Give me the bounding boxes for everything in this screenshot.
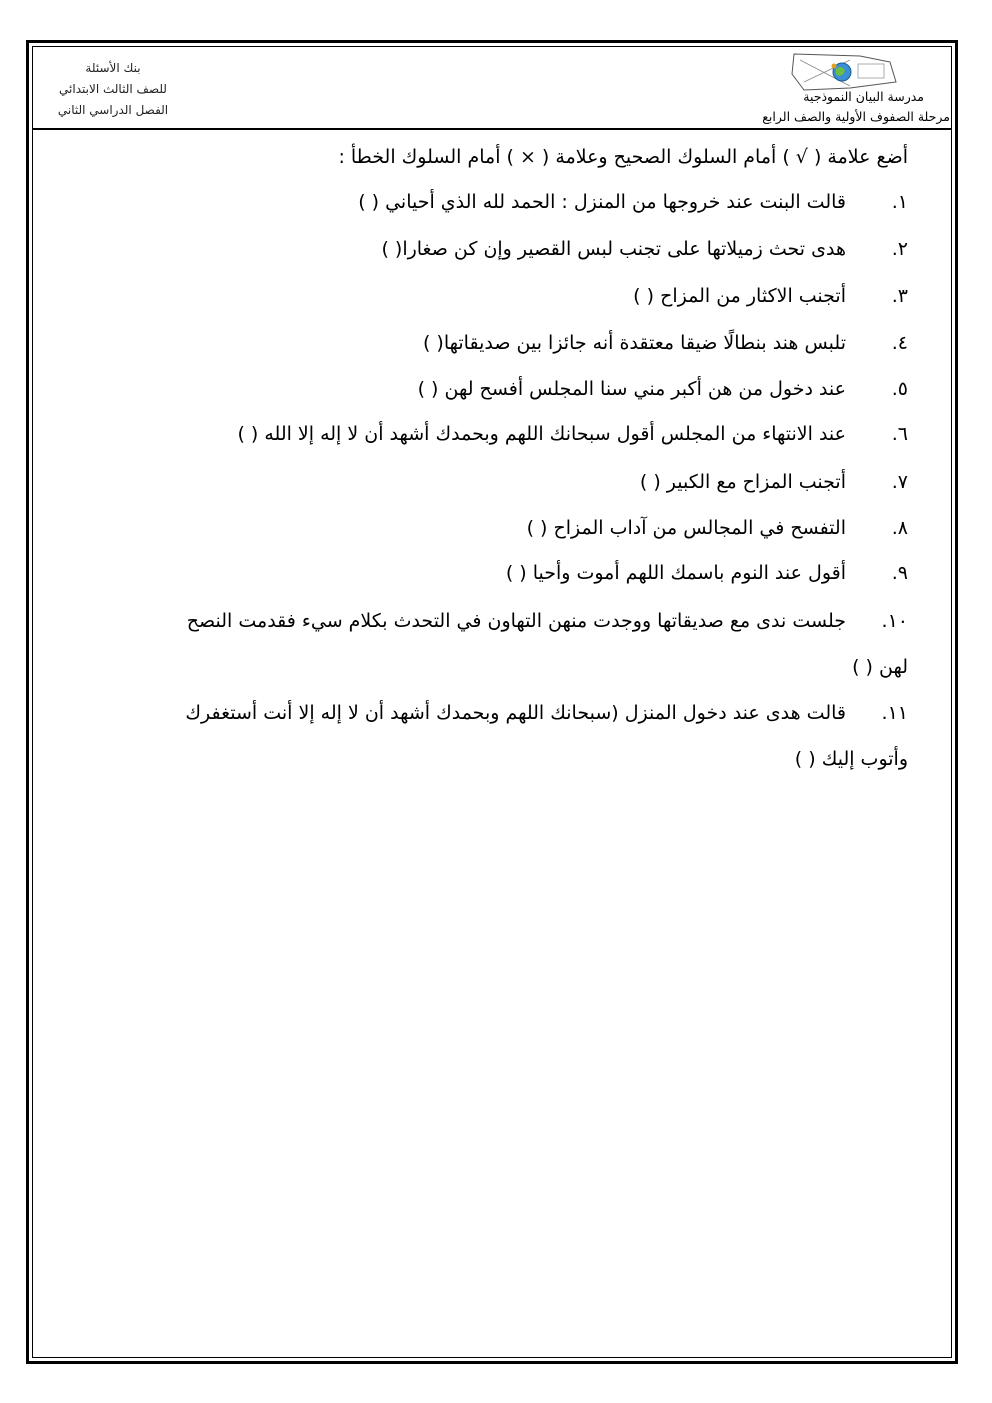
question-item (423, 320, 908, 366)
bank-grade: للصف الثالث الابتدائي (59, 82, 167, 96)
question-text: أتجنب الاكثار من المزاح ( ) (633, 285, 846, 307)
question-text: قالت هدى عند دخول المنزل (سبحانك اللهم وبحمدك أشهد أن لا إله إلا أنت أستغفرك (185, 702, 846, 724)
question-continuation: وأتوب إليك ( ) (794, 748, 908, 770)
question-number: ٥. (891, 378, 908, 400)
question-text: عند الانتهاء من المجلس أقول سبحانك اللهم وبحمدك أشهد أن لا إله إلا الله ( ) (237, 423, 846, 445)
question-number: ٢. (891, 238, 908, 260)
question-bank-label (48, 58, 178, 121)
question-number: ٨. (891, 517, 908, 539)
question-number: ٤. (891, 332, 908, 354)
question-item (358, 179, 908, 225)
header-divider (32, 128, 952, 130)
question-text: قالت البنت عند خروجها من المنزل : الحمد لله الذي أحياني ( ) (358, 191, 846, 213)
question-item (132, 690, 908, 736)
question-text: تلبس هند بنطالًا ضيقا معتقدة أنه جائزا بين صديقاتها( ) (422, 332, 846, 354)
question-number: ١. (891, 191, 908, 213)
question-item (418, 366, 908, 412)
school-stage: مرحلة الصفوف الأولية والصف الرابع (762, 109, 950, 124)
question-number: ٩. (891, 562, 908, 584)
question-item (506, 550, 908, 596)
question-text: أقول عند النوم باسمك اللهم أموت وأحيا ( ) (505, 562, 846, 584)
question-item (237, 411, 908, 457)
school-name: مدرسة البيان النموذجية (803, 89, 924, 104)
school-logo-icon (790, 52, 900, 92)
question-number: ٦. (891, 423, 908, 445)
question-text: التفسح في المجالس من آداب المزاح ( ) (526, 517, 846, 539)
instruction-text: أضع علامة ( √ ) أمام السلوك الصحيح وعلامة ( × ) أمام السلوك الخطأ : (338, 146, 908, 168)
question-number: ١٠. (881, 610, 908, 632)
question-text: جلست ندى مع صديقاتها ووجدت منهن التهاون في التحدث بكلام سيء فقدمت النصح (186, 610, 846, 632)
bank-semester: الفصل الدراسي الثاني (57, 103, 169, 117)
question-number: ١١. (881, 702, 908, 724)
question-number: ٧. (891, 471, 908, 493)
question-text: عند دخول من هن أكبر مني سنا المجلس أفسح لهن ( ) (417, 378, 846, 400)
bank-title: بنك الأسئلة (85, 61, 141, 75)
question-item (640, 459, 908, 505)
question-item (527, 505, 908, 551)
question-item (633, 273, 908, 319)
question-item (381, 226, 908, 272)
question-text: هدى تحث زميلاتها على تجنب لبس القصير وإن كن صغارا( ) (381, 238, 846, 260)
question-continuation: لهن ( ) (852, 656, 908, 678)
question-number: ٣. (891, 285, 908, 307)
question-text: أتجنب المزاح مع الكبير ( ) (639, 471, 846, 493)
question-item (132, 598, 908, 644)
